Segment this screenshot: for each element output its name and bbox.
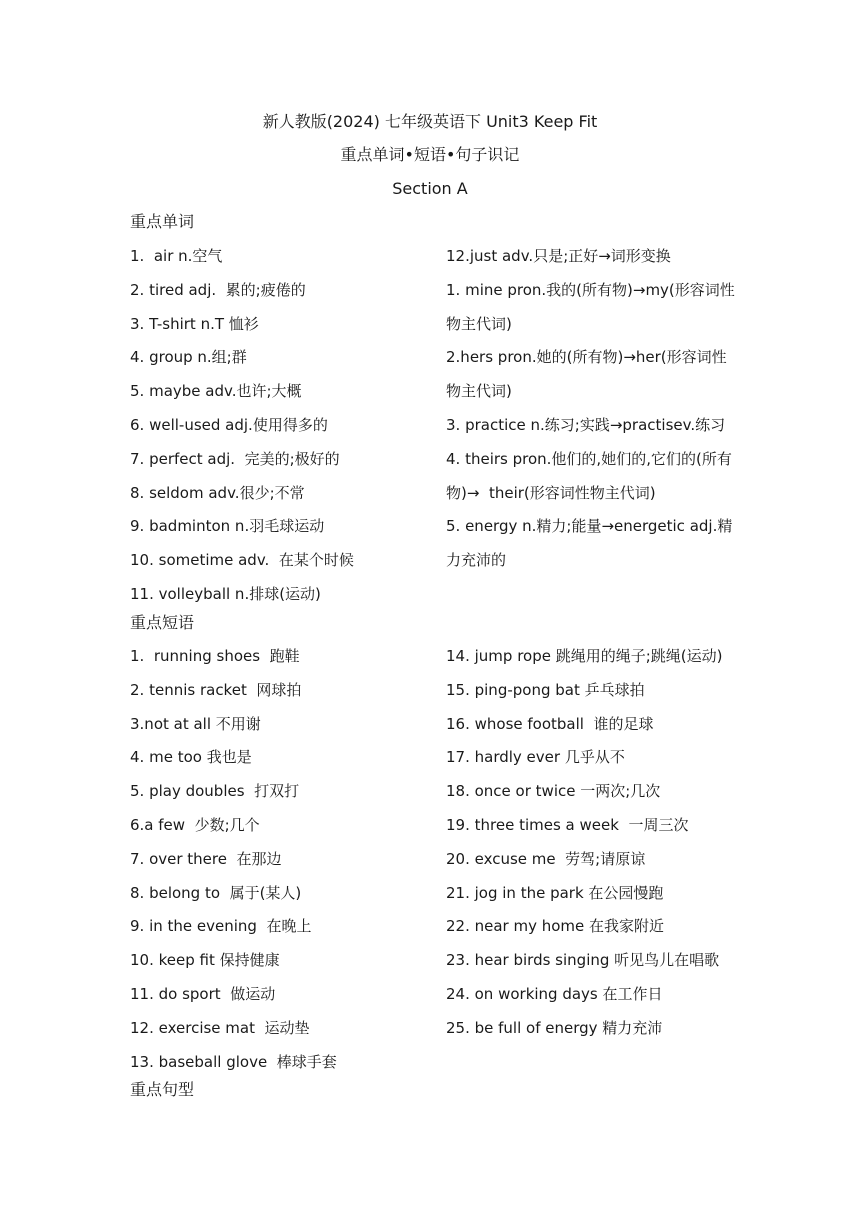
vocab-item: 5. maybe adv.也许;大概 — [130, 382, 302, 401]
section-label: Section A — [392, 179, 468, 198]
phrase-item: 16. whose football 谁的足球 — [446, 714, 654, 733]
phrase-item: 22. near my home 在我家附近 — [446, 917, 665, 936]
phrases-left-list — [130, 640, 430, 1079]
phrase-item: 15. ping-pong bat 乒乓球拍 — [446, 680, 645, 699]
vocab-item: 2.hers pron.她的(所有物)→her(形容词性物主代词) — [446, 348, 727, 401]
phrase-item: 10. keep fit 保持健康 — [130, 951, 280, 970]
vocab-item: 1. air n.空气 — [130, 247, 223, 265]
vocab-item: 3. practice n.练习;实践→practisev.练习 — [446, 415, 726, 434]
phrase-item: 2. tennis racket 网球拍 — [130, 680, 302, 699]
vocab-item: 4. group n.组;群 — [130, 348, 247, 367]
vocab-item: 9. badminton n.羽毛球运动 — [130, 517, 325, 536]
vocab-item: 2. tired adj. 累的;疲倦的 — [130, 280, 306, 299]
vocab-item: 11. volleyball n.排球(运动) — [130, 584, 321, 603]
phrase-item: 20. excuse me 劳驾;请原谅 — [446, 849, 646, 868]
phrase-item: 8. belong to 属于(某人) — [130, 883, 302, 902]
phrase-item: 13. baseball glove 棒球手套 — [130, 1052, 337, 1071]
vocab-item: 1. mine pron.我的(所有物)→my(形容词性物主代词) — [446, 280, 735, 333]
vocab-right-list — [446, 240, 736, 578]
vocab-item: 5. energy n.精力;能量→energetic adj.精力充沛的 — [446, 517, 733, 570]
vocab-left-list — [130, 240, 430, 612]
phrase-item: 5. play doubles 打双打 — [130, 782, 300, 801]
vocab-item: 8. seldom adv.很少;不常 — [130, 483, 305, 502]
vocab-item: 10. sometime adv. 在某个时候 — [130, 551, 354, 570]
vocab-item: 4. theirs pron.他们的,她们的,它们的(所有物)→ their(形容词性物主代词) — [446, 449, 732, 502]
phrase-item: 7. over there 在那边 — [130, 849, 282, 868]
phrase-item: 6.a few 少数;几个 — [130, 815, 260, 834]
phrase-item: 19. three times a week 一周三次 — [446, 815, 689, 834]
vocab-item: 6. well-used adj.使用得多的 — [130, 415, 328, 434]
phrase-item: 18. once or twice 一两次;几次 — [446, 782, 661, 801]
phrase-item: 21. jog in the park 在公园慢跑 — [446, 883, 664, 902]
phrase-item: 9. in the evening 在晚上 — [130, 917, 312, 936]
doc-title: 新人教版(2024) 七年级英语下 Unit3 Keep Fit — [262, 112, 598, 131]
vocab-item: 7. perfect adj. 完美的;极好的 — [130, 449, 340, 468]
vocab-item: 3. T-shirt n.T 恤衫 — [130, 314, 259, 333]
phrase-item: 12. exercise mat 运动垫 — [130, 1018, 310, 1037]
phrase-item: 4. me too 我也是 — [130, 748, 252, 767]
sentences-heading: 重点句型 — [130, 1080, 195, 1099]
phrase-item: 24. on working days 在工作日 — [446, 984, 663, 1003]
phrase-item: 11. do sport 做运动 — [130, 984, 276, 1003]
phrase-item: 23. hear birds singing 听见鸟儿在唱歌 — [446, 951, 720, 970]
phrase-item: 25. be full of energy 精力充沛 — [446, 1018, 663, 1037]
vocab-item: 12.just adv.只是;正好→词形变换 — [446, 247, 671, 265]
phrase-item: 14. jump rope 跳绳用的绳子;跳绳(运动) — [446, 647, 723, 665]
doc-subtitle: 重点单词•短语•句子识记 — [340, 145, 520, 164]
phrase-item: 3.not at all 不用谢 — [130, 714, 261, 733]
phrases-right-list — [446, 640, 736, 1046]
vocab-heading: 重点单词 — [130, 212, 195, 231]
phrase-item: 17. hardly ever 几乎从不 — [446, 748, 625, 767]
phrases-heading: 重点短语 — [130, 613, 195, 632]
phrase-item: 1. running shoes 跑鞋 — [130, 647, 300, 665]
